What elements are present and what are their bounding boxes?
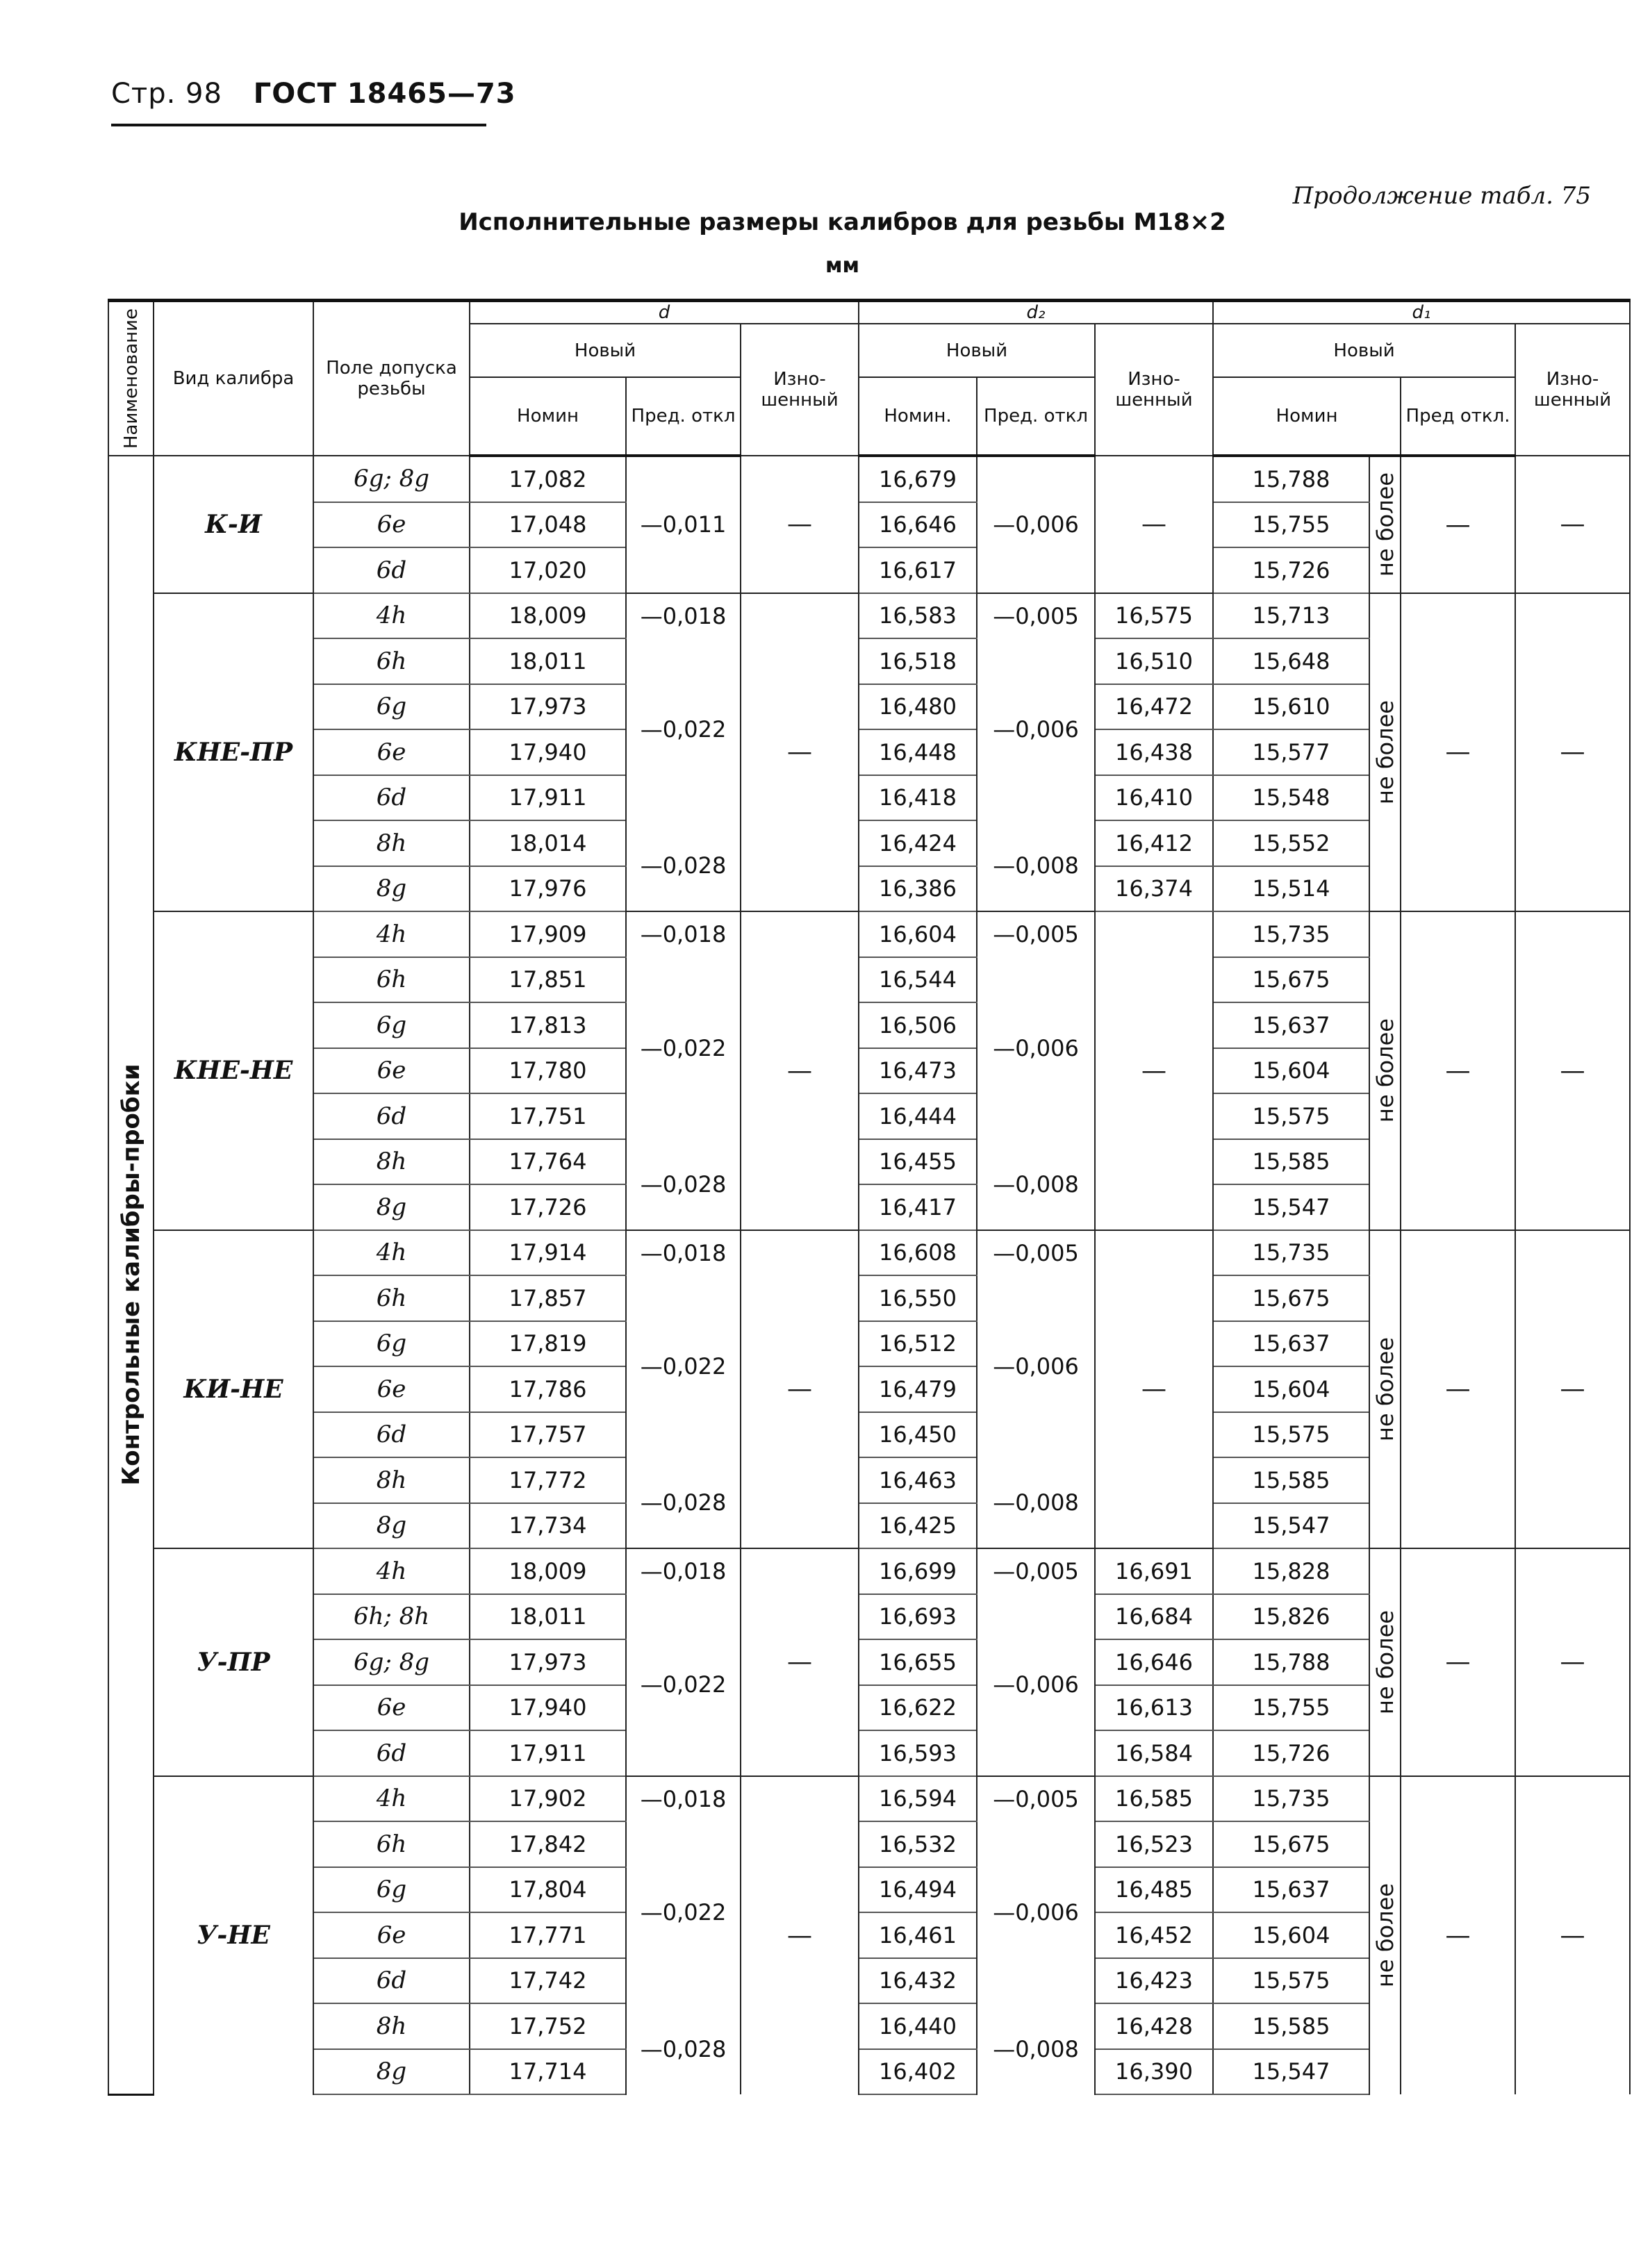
header-d-new: Новый [470, 324, 741, 377]
d2-limit-deviation: —0,008 [977, 820, 1095, 911]
d2-limit-deviation: —0,006 [977, 1821, 1095, 2003]
gauge-type: КНЕ-НЕ [154, 911, 313, 1230]
tolerance-field: 6d [313, 775, 470, 821]
d-nominal: 17,819 [470, 1321, 626, 1367]
d2-limit-deviation: —0,005 [977, 1230, 1095, 1276]
tolerance-field: 6d [313, 547, 470, 593]
tolerance-field: 6h [313, 957, 470, 1003]
table-continuation-note: Продолжение табл. 75 [1292, 182, 1591, 210]
d2-worn: 16,472 [1095, 684, 1213, 730]
tolerance-field: 6h [313, 638, 470, 684]
row-group-label [108, 456, 154, 2094]
d2-nominal: 16,593 [859, 1730, 977, 1776]
d2-limit-deviation: —0,008 [977, 1457, 1095, 1548]
tolerance-field: 8h [313, 2003, 470, 2049]
d2-worn: 16,691 [1095, 1548, 1213, 1594]
d-nominal: 17,771 [470, 1912, 626, 1958]
d2-worn: 16,485 [1095, 1867, 1213, 1913]
tolerance-field: 6d [313, 1730, 470, 1776]
d2-limit-deviation: —0,006 [977, 1275, 1095, 1457]
d-nominal: 17,734 [470, 1503, 626, 1549]
d-nominal: 18,011 [470, 1594, 626, 1640]
tolerance-field: 8g [313, 1503, 470, 1549]
d1-not-more-text: не более [1371, 1883, 1399, 1988]
d2-worn: 16,584 [1095, 1730, 1213, 1776]
header-d2: d₂ [859, 301, 1213, 324]
d2-nominal: 16,444 [859, 1093, 977, 1139]
d1-nominal: 15,826 [1213, 1594, 1369, 1640]
d2-worn: 16,523 [1095, 1821, 1213, 1867]
d1-nominal: 15,585 [1213, 1139, 1369, 1185]
d2-limit-deviation: —0,006 [977, 456, 1095, 593]
header-d1: d₁ [1213, 301, 1630, 324]
table-row [108, 1548, 1630, 1594]
d-nominal: 17,780 [470, 1048, 626, 1094]
d1-nominal: 15,713 [1213, 593, 1369, 639]
dimensions-table-wrap [108, 299, 1612, 2096]
d2-worn: 16,423 [1095, 1958, 1213, 2004]
d2-limit-deviation: —0,006 [977, 957, 1095, 1139]
header-tolerance-field: Поле допуска резьбы [313, 301, 470, 456]
header-d1-nominal: Номин [1213, 377, 1401, 456]
d-worn: — [741, 593, 859, 912]
d1-worn: — [1515, 1230, 1630, 1549]
d1-nominal: 15,585 [1213, 1457, 1369, 1503]
table-row [108, 593, 1630, 639]
tolerance-field: 6e [313, 1048, 470, 1094]
d2-nominal: 16,424 [859, 820, 977, 866]
d-nominal: 17,813 [470, 1002, 626, 1048]
d-limit-deviation: —0,022 [626, 638, 741, 820]
d1-not-more-text: не более [1371, 1336, 1399, 1441]
header-d2-limit: Пред. откл [977, 377, 1095, 456]
header-name: Наименование [108, 301, 154, 456]
d2-worn: — [1095, 911, 1213, 1230]
d2-nominal: 16,440 [859, 2003, 977, 2049]
tolerance-field: 6e [313, 1366, 470, 1412]
tolerance-field: 8h [313, 1457, 470, 1503]
d2-worn: 16,575 [1095, 593, 1213, 639]
d-worn: — [741, 456, 859, 593]
d2-nominal: 16,494 [859, 1867, 977, 1913]
d2-nominal: 16,461 [859, 1912, 977, 1958]
d1-nominal: 15,675 [1213, 1275, 1369, 1321]
d-nominal: 17,857 [470, 1275, 626, 1321]
tolerance-field: 6h [313, 1821, 470, 1867]
d1-nominal: 15,575 [1213, 1958, 1369, 2004]
d2-nominal: 16,480 [859, 684, 977, 730]
d-limit-deviation: —0,028 [626, 820, 741, 911]
header-d: d [470, 301, 859, 324]
tolerance-field: 4h [313, 911, 470, 957]
d-nominal: 17,742 [470, 1958, 626, 2004]
d-worn: — [741, 1548, 859, 1776]
d1-limit-deviation: — [1401, 456, 1515, 593]
d2-limit-deviation: —0,005 [977, 1776, 1095, 1822]
d2-nominal: 16,473 [859, 1048, 977, 1094]
header-d2-new: Новый [859, 324, 1095, 377]
d2-worn: 16,374 [1095, 866, 1213, 912]
tolerance-field: 6g [313, 684, 470, 730]
d1-nominal: 15,547 [1213, 2049, 1369, 2095]
d-nominal: 18,014 [470, 820, 626, 866]
d-nominal: 17,851 [470, 957, 626, 1003]
d1-worn: — [1515, 1776, 1630, 2095]
d-nominal: 17,940 [470, 1685, 626, 1731]
d2-nominal: 16,479 [859, 1366, 977, 1412]
d2-nominal: 16,622 [859, 1685, 977, 1731]
d1-nominal: 15,726 [1213, 547, 1369, 593]
d1-nominal: 15,788 [1213, 456, 1369, 502]
tolerance-field: 6g [313, 1867, 470, 1913]
tolerance-field: 6h; 8h [313, 1594, 470, 1640]
d1-nominal: 15,547 [1213, 1503, 1369, 1549]
d2-nominal: 16,463 [859, 1457, 977, 1503]
d2-nominal: 16,693 [859, 1594, 977, 1640]
tolerance-field: 6d [313, 1412, 470, 1458]
d-nominal: 18,009 [470, 1548, 626, 1594]
tolerance-field: 4h [313, 1548, 470, 1594]
d-nominal: 17,911 [470, 775, 626, 821]
d1-nominal: 15,788 [1213, 1639, 1369, 1685]
d2-limit-deviation: —0,008 [977, 2003, 1095, 2094]
tolerance-field: 6d [313, 1958, 470, 2004]
d1-nominal: 15,648 [1213, 638, 1369, 684]
d1-nominal: 15,675 [1213, 1821, 1369, 1867]
tolerance-field: 8g [313, 866, 470, 912]
d1-limit-deviation: — [1401, 1776, 1515, 2095]
d-limit-deviation: —0,022 [626, 1821, 741, 2003]
d-nominal: 17,911 [470, 1730, 626, 1776]
dimensions-table [108, 299, 1631, 2096]
d1-nominal: 15,735 [1213, 1776, 1369, 1822]
d-worn: — [741, 911, 859, 1230]
table-row [108, 1776, 1630, 1822]
tolerance-field: 8g [313, 2049, 470, 2095]
d-nominal: 17,714 [470, 2049, 626, 2095]
table-body [108, 456, 1630, 2094]
d2-nominal: 16,583 [859, 593, 977, 639]
d2-nominal: 16,402 [859, 2049, 977, 2095]
d2-worn: 16,410 [1095, 775, 1213, 821]
d1-nominal: 15,675 [1213, 957, 1369, 1003]
d1-nominal: 15,637 [1213, 1002, 1369, 1048]
table-title: Исполнительные размеры калибров для резьбы М18×2 [459, 208, 1226, 236]
d-nominal: 17,772 [470, 1457, 626, 1503]
page-number: Стр. 98 [111, 78, 222, 110]
d1-nominal: 15,735 [1213, 911, 1369, 957]
d2-limit-deviation: —0,008 [977, 1139, 1095, 1230]
d1-nominal: 15,575 [1213, 1412, 1369, 1458]
standard-number: ГОСТ 18465—73 [253, 78, 516, 110]
d2-nominal: 16,506 [859, 1002, 977, 1048]
d1-not-more [1369, 593, 1401, 912]
d2-nominal: 16,608 [859, 1230, 977, 1276]
d1-nominal: 15,577 [1213, 729, 1369, 775]
d1-nominal: 15,547 [1213, 1184, 1369, 1230]
d2-nominal: 16,550 [859, 1275, 977, 1321]
d1-nominal: 15,735 [1213, 1230, 1369, 1276]
d1-nominal: 15,548 [1213, 775, 1369, 821]
gauge-type: У-ПР [154, 1548, 313, 1776]
d2-limit-deviation: —0,006 [977, 638, 1095, 820]
d-limit-deviation: —0,022 [626, 957, 741, 1139]
header-rule [111, 124, 486, 126]
d1-not-more [1369, 1776, 1401, 2095]
header-d2-nominal: Номин. [859, 377, 977, 456]
d2-nominal: 16,417 [859, 1184, 977, 1230]
d-nominal: 17,804 [470, 1867, 626, 1913]
d2-nominal: 16,604 [859, 911, 977, 957]
header-d-worn: Изно-шенный [741, 324, 859, 456]
d-nominal: 17,976 [470, 866, 626, 912]
d1-nominal: 15,726 [1213, 1730, 1369, 1776]
header-d1-limit: Пред откл. [1401, 377, 1515, 456]
d-worn: — [741, 1230, 859, 1549]
d1-nominal: 15,755 [1213, 1685, 1369, 1731]
tolerance-field: 8h [313, 820, 470, 866]
d-nominal: 17,973 [470, 684, 626, 730]
tolerance-field: 6g; 8g [313, 1639, 470, 1685]
d-nominal: 17,940 [470, 729, 626, 775]
d-limit-deviation: —0,022 [626, 1594, 741, 1776]
table-row [108, 1230, 1630, 1276]
tolerance-field: 6e [313, 729, 470, 775]
tolerance-field: 4h [313, 593, 470, 639]
table-units: мм [825, 254, 860, 278]
d2-nominal: 16,617 [859, 547, 977, 593]
d1-not-more-text: не более [1371, 1609, 1399, 1714]
d1-not-more-text: не более [1371, 700, 1399, 804]
d-nominal: 17,914 [470, 1230, 626, 1276]
d-limit-deviation: —0,022 [626, 1275, 741, 1457]
d1-nominal: 15,828 [1213, 1548, 1369, 1594]
d2-limit-deviation: —0,006 [977, 1594, 1095, 1776]
d1-limit-deviation: — [1401, 593, 1515, 912]
d-nominal: 17,786 [470, 1366, 626, 1412]
d2-nominal: 16,699 [859, 1548, 977, 1594]
tolerance-field: 6e [313, 1912, 470, 1958]
d1-worn: — [1515, 593, 1630, 912]
d-nominal: 17,764 [470, 1139, 626, 1185]
d-nominal: 17,973 [470, 1639, 626, 1685]
d-limit-deviation: —0,028 [626, 2003, 741, 2094]
d-worn: — [741, 1776, 859, 2095]
d2-worn: 16,613 [1095, 1685, 1213, 1731]
d-nominal: 17,909 [470, 911, 626, 957]
d2-worn: 16,646 [1095, 1639, 1213, 1685]
d2-nominal: 16,386 [859, 866, 977, 912]
header-d2-worn: Изно-шенный [1095, 324, 1213, 456]
tolerance-field: 6g [313, 1002, 470, 1048]
d2-worn: 16,452 [1095, 1912, 1213, 1958]
tolerance-field: 4h [313, 1776, 470, 1822]
table-row [108, 456, 1630, 502]
d1-limit-deviation: — [1401, 911, 1515, 1230]
header-gauge-type: Вид калибра [154, 301, 313, 456]
d-nominal: 18,009 [470, 593, 626, 639]
d-nominal: 17,902 [470, 1776, 626, 1822]
d-nominal: 18,011 [470, 638, 626, 684]
d1-not-more-text: не более [1371, 1018, 1399, 1123]
d-limit-deviation: —0,018 [626, 1230, 741, 1276]
d2-nominal: 16,518 [859, 638, 977, 684]
d1-nominal: 15,552 [1213, 820, 1369, 866]
d1-nominal: 15,604 [1213, 1366, 1369, 1412]
gauge-type: У-НЕ [154, 1776, 313, 2095]
d1-nominal: 15,637 [1213, 1867, 1369, 1913]
d2-worn: — [1095, 456, 1213, 593]
d-nominal: 17,048 [470, 502, 626, 548]
table-row [108, 911, 1630, 957]
d-nominal: 17,751 [470, 1093, 626, 1139]
d-nominal: 17,842 [470, 1821, 626, 1867]
d1-not-more [1369, 1548, 1401, 1776]
tolerance-field: 6h [313, 1275, 470, 1321]
row-group-label-text: Контрольные калибры-пробки [117, 1063, 145, 1486]
d2-nominal: 16,679 [859, 456, 977, 502]
d-nominal: 17,082 [470, 456, 626, 502]
header-d1-worn: Изно-шенный [1515, 324, 1630, 456]
d-nominal: 17,020 [470, 547, 626, 593]
d1-worn: — [1515, 911, 1630, 1230]
header-d-nominal: Номин [470, 377, 626, 456]
d-limit-deviation: —0,018 [626, 1548, 741, 1594]
d1-not-more-text: не более [1371, 472, 1399, 577]
d2-worn: — [1095, 1230, 1213, 1549]
d2-limit-deviation: —0,005 [977, 911, 1095, 957]
page-header [111, 78, 516, 110]
d2-limit-deviation: —0,005 [977, 593, 1095, 639]
d2-worn: 16,428 [1095, 2003, 1213, 2049]
d2-nominal: 16,532 [859, 1821, 977, 1867]
d-nominal: 17,726 [470, 1184, 626, 1230]
d2-nominal: 16,432 [859, 1958, 977, 2004]
d2-worn: 16,438 [1095, 729, 1213, 775]
d1-nominal: 15,637 [1213, 1321, 1369, 1367]
tolerance-field: 6e [313, 502, 470, 548]
d1-not-more [1369, 456, 1401, 593]
d2-nominal: 16,450 [859, 1412, 977, 1458]
d1-worn: — [1515, 456, 1630, 593]
tolerance-field: 4h [313, 1230, 470, 1276]
d-nominal: 17,752 [470, 2003, 626, 2049]
d2-worn: 16,412 [1095, 820, 1213, 866]
d2-nominal: 16,594 [859, 1776, 977, 1822]
d2-worn: 16,510 [1095, 638, 1213, 684]
d2-nominal: 16,418 [859, 775, 977, 821]
d1-nominal: 15,755 [1213, 502, 1369, 548]
tolerance-field: 8h [313, 1139, 470, 1185]
d-limit-deviation: —0,018 [626, 1776, 741, 1822]
d1-not-more [1369, 911, 1401, 1230]
d1-nominal: 15,575 [1213, 1093, 1369, 1139]
d2-nominal: 16,646 [859, 502, 977, 548]
tolerance-field: 6d [313, 1093, 470, 1139]
d1-nominal: 15,610 [1213, 684, 1369, 730]
d2-nominal: 16,544 [859, 957, 977, 1003]
header-d1-new: Новый [1213, 324, 1515, 377]
tolerance-field: 6e [313, 1685, 470, 1731]
d2-worn: 16,390 [1095, 2049, 1213, 2095]
d2-nominal: 16,655 [859, 1639, 977, 1685]
d1-nominal: 15,585 [1213, 2003, 1369, 2049]
d1-limit-deviation: — [1401, 1230, 1515, 1549]
d1-nominal: 15,514 [1213, 866, 1369, 912]
d1-not-more [1369, 1230, 1401, 1549]
gauge-type: К-И [154, 456, 313, 593]
d2-nominal: 16,425 [859, 1503, 977, 1549]
tolerance-field: 6g [313, 1321, 470, 1367]
tolerance-field: 8g [313, 1184, 470, 1230]
d1-nominal: 15,604 [1213, 1912, 1369, 1958]
d2-nominal: 16,512 [859, 1321, 977, 1367]
header-d-limit: Пред. откл [626, 377, 741, 456]
d1-worn: — [1515, 1548, 1630, 1776]
d2-nominal: 16,448 [859, 729, 977, 775]
tolerance-field: 6g; 8g [313, 456, 470, 502]
d-limit-deviation: —0,028 [626, 1457, 741, 1548]
d-limit-deviation: —0,018 [626, 593, 741, 639]
d-limit-deviation: —0,028 [626, 1139, 741, 1230]
d2-limit-deviation: —0,005 [977, 1548, 1095, 1594]
d1-limit-deviation: — [1401, 1548, 1515, 1776]
d-limit-deviation: —0,011 [626, 456, 741, 593]
gauge-type: КИ-НЕ [154, 1230, 313, 1549]
d2-worn: 16,585 [1095, 1776, 1213, 1822]
d-limit-deviation: —0,018 [626, 911, 741, 957]
gauge-type: КНЕ-ПР [154, 593, 313, 912]
d2-nominal: 16,455 [859, 1139, 977, 1185]
d2-worn: 16,684 [1095, 1594, 1213, 1640]
d-nominal: 17,757 [470, 1412, 626, 1458]
d1-nominal: 15,604 [1213, 1048, 1369, 1094]
